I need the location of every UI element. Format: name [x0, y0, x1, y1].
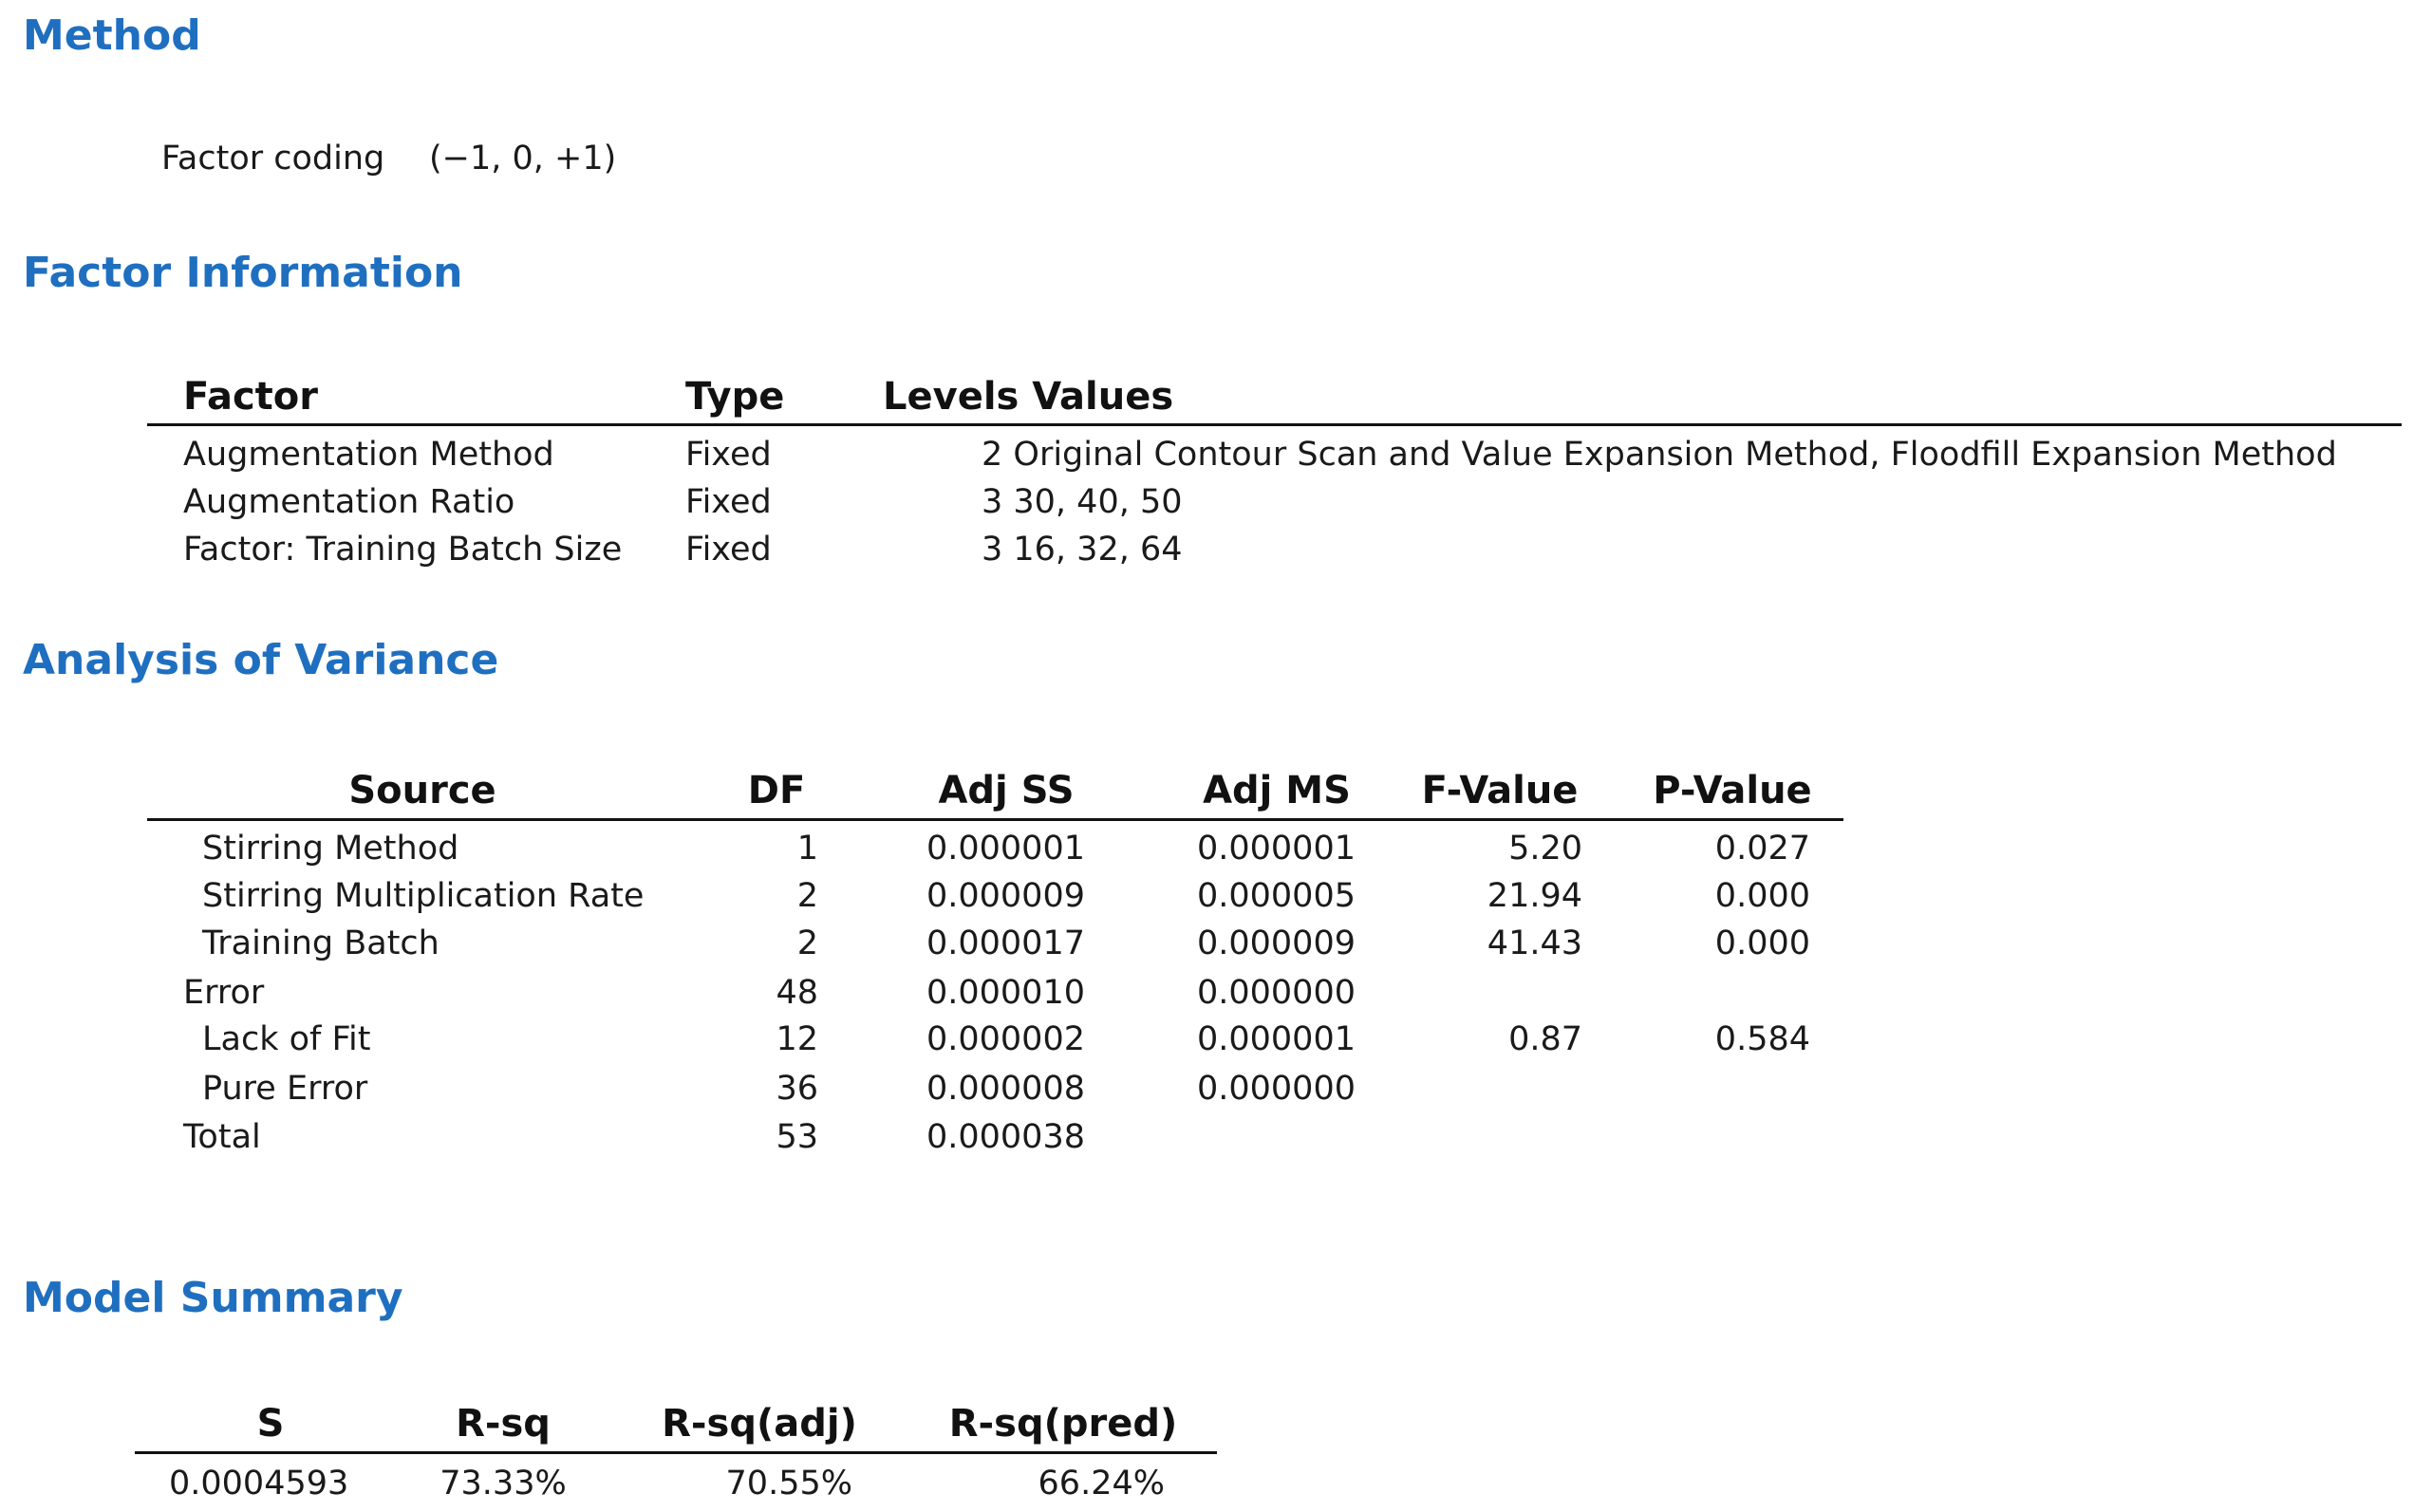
adj-ms-cell: 0.000001	[1196, 830, 1356, 868]
source-cell: Pure Error	[202, 1070, 368, 1108]
adj-ss-cell: 0.000010	[926, 974, 1085, 1012]
source-cell: Stirring Multiplication Rate	[202, 877, 645, 915]
factor-cell: Augmentation Ratio	[183, 483, 515, 521]
df-cell: 53	[776, 1118, 818, 1156]
levels-values-cell: 3 16, 32, 64	[982, 531, 1183, 569]
r-sq-pred-col-header: R-sq(pred)	[948, 1402, 1178, 1446]
p-value-cell: 0.584	[1714, 1020, 1810, 1058]
model-summary-heading: Model Summary	[23, 1274, 403, 1322]
adj-ss-cell: 0.000001	[926, 830, 1085, 868]
source-col-header: Source	[348, 769, 496, 812]
source-cell: Lack of Fit	[202, 1020, 371, 1058]
p-value-col-header: P-Value	[1653, 769, 1812, 812]
r-sq-cell: 73.33%	[440, 1465, 567, 1503]
levels-values-col-header: Levels Values	[883, 375, 1174, 419]
adj-ss-col-header: Adj SS	[938, 769, 1075, 812]
type-col-header: Type	[685, 375, 785, 419]
f-value-cell: 5.20	[1508, 830, 1582, 868]
adj-ss-cell: 0.000002	[926, 1020, 1085, 1058]
type-cell: Fixed	[685, 436, 772, 474]
r-sq-adj-cell: 70.55%	[725, 1465, 852, 1503]
anova-table-rule	[147, 818, 1843, 821]
r-sq-pred-cell: 66.24%	[1038, 1465, 1165, 1503]
factor-table-rule	[147, 423, 2402, 426]
factor-col-header: Factor	[183, 375, 319, 419]
model-summary-rule	[135, 1451, 1217, 1454]
factor-coding-value: (−1, 0, +1)	[429, 140, 617, 177]
df-cell: 1	[796, 830, 818, 868]
anova-heading: Analysis of Variance	[23, 636, 499, 684]
df-cell: 48	[776, 974, 818, 1012]
adj-ms-cell: 0.000009	[1196, 924, 1356, 962]
df-cell: 2	[796, 877, 818, 915]
df-cell: 12	[776, 1020, 818, 1058]
adj-ms-col-header: Adj MS	[1203, 769, 1351, 812]
s-cell: 0.0004593	[169, 1465, 349, 1503]
levels-values-cell: 3 30, 40, 50	[982, 483, 1183, 521]
df-col-header: DF	[747, 769, 806, 812]
adj-ss-cell: 0.000008	[926, 1070, 1085, 1108]
levels-values-cell: 2 Original Contour Scan and Value Expansion Method, Floodfill Expansion Method	[982, 436, 2337, 474]
f-value-cell: 0.87	[1508, 1020, 1582, 1058]
type-cell: Fixed	[685, 483, 772, 521]
adj-ms-cell: 0.000001	[1196, 1020, 1356, 1058]
f-value-cell: 41.43	[1487, 924, 1582, 962]
p-value-cell: 0.000	[1714, 924, 1810, 962]
s-col-header: S	[256, 1402, 285, 1446]
source-cell: Training Batch	[202, 924, 440, 962]
source-cell: Error	[183, 974, 265, 1012]
source-cell: Stirring Method	[202, 830, 459, 868]
adj-ms-cell: 0.000000	[1196, 974, 1356, 1012]
type-cell: Fixed	[685, 531, 772, 569]
df-cell: 2	[796, 924, 818, 962]
f-value-cell: 21.94	[1487, 877, 1582, 915]
factor-cell: Augmentation Method	[183, 436, 554, 474]
f-value-col-header: F-Value	[1421, 769, 1579, 812]
r-sq-col-header: R-sq	[456, 1402, 551, 1446]
p-value-cell: 0.027	[1714, 830, 1810, 868]
adj-ms-cell: 0.000005	[1196, 877, 1356, 915]
method-heading: Method	[23, 11, 201, 60]
r-sq-adj-col-header: R-sq(adj)	[662, 1402, 857, 1446]
factor-cell: Factor: Training Batch Size	[183, 531, 623, 569]
adj-ss-cell: 0.000038	[926, 1118, 1085, 1156]
factor-coding-label: Factor coding	[161, 140, 385, 177]
source-cell: Total	[183, 1118, 261, 1156]
adj-ss-cell: 0.000009	[926, 877, 1085, 915]
adj-ms-cell: 0.000000	[1196, 1070, 1356, 1108]
adj-ss-cell: 0.000017	[926, 924, 1085, 962]
factor-information-heading: Factor Information	[23, 249, 463, 297]
df-cell: 36	[776, 1070, 818, 1108]
p-value-cell: 0.000	[1714, 877, 1810, 915]
